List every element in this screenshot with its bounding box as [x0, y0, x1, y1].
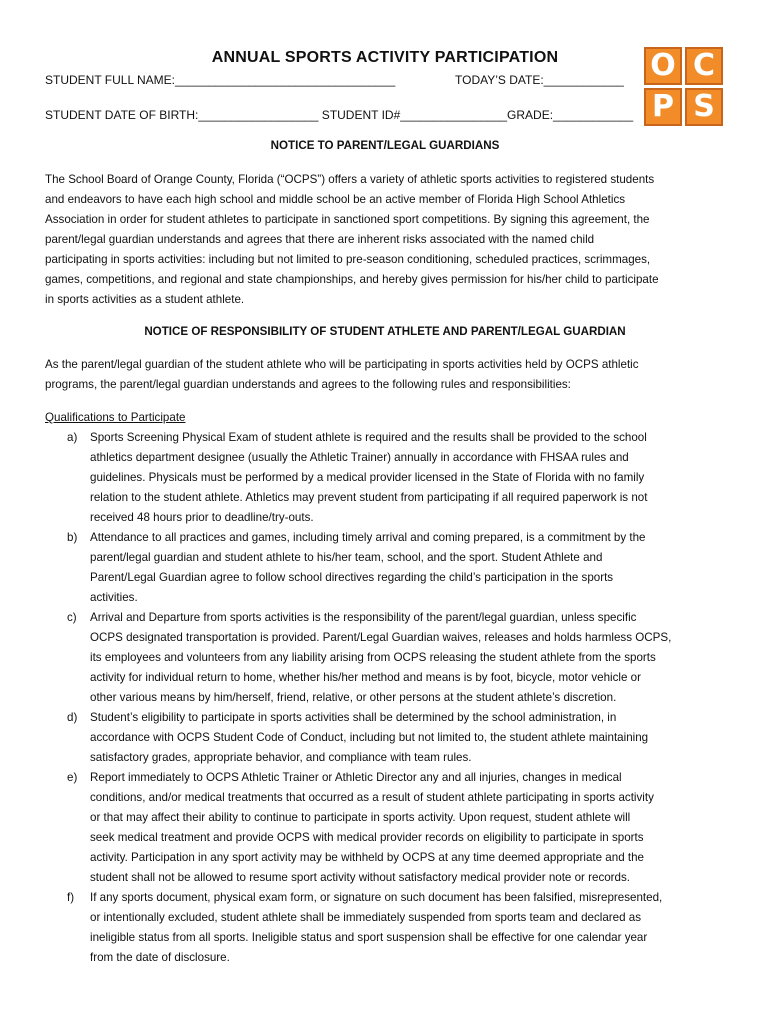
logo-letter-c: C [685, 47, 723, 85]
text-line: satisfactory grades, appropriate behavior, and compliance with team rules. [90, 751, 472, 764]
list-item-text [90, 428, 647, 528]
text-line: parent/legal guardian and student athlete to his/her team, school, and the sport. Student Athlete and [90, 551, 603, 564]
list-item-text [90, 608, 671, 708]
text-line: As the parent/legal guardian of the student athlete who will be participating in sports activities held by OCPS athletic [45, 358, 639, 371]
text-line: Sports Screening Physical Exam of student athlete is required and the results shall be provided to the school [90, 431, 647, 444]
text-line: games, competitions, and regional and state championships, and hereby gives permission for his/her child to participate [45, 273, 659, 286]
text-line: activities. [90, 591, 138, 604]
notice-paragraph [45, 170, 727, 310]
logo-letter-o: O [644, 47, 682, 85]
text-line: conditions, and/or medical treatments that occurred as a result of student athlete participating in sports activity [90, 791, 654, 804]
list-item-text [90, 528, 646, 608]
text-line: other various means by him/herself, friend, relative, or other persons at the student athlete’s discretion. [90, 691, 617, 704]
text-line: parent/legal guardian understands and agrees that there are inherent risks associated with the named child [45, 233, 595, 246]
responsibility-paragraph [45, 355, 727, 395]
text-line: activity for individual return to home, whether his/her method and means is by foot, bicycle, motor vehicle or [90, 671, 641, 684]
responsibility-heading: NOTICE OF RESPONSIBILITY OF STUDENT ATHLETE AND PARENT/LEGAL GUARDIAN [144, 325, 626, 338]
text-line: accordance with OCPS Student Code of Conduct, including but not limited to, the student athlete maintaining [90, 731, 649, 744]
text-line: The School Board of Orange County, Florida (“OCPS”) offers a variety of athletic sports activities to registered students [45, 173, 655, 186]
text-line: or that may affect their ability to continue to participate in sports activity. Upon request, student athlete will [90, 811, 631, 824]
list-item-text [90, 768, 654, 888]
text-line: If any sports document, physical exam form, or signature on such document has been falsified, misrepresented, [90, 891, 663, 904]
student-name-field[interactable]: STUDENT FULL NAME:_________________________________ [45, 73, 396, 87]
list-item-marker: b) [67, 531, 78, 544]
text-line: relation to the student athlete. Athletics may prevent student from participating if all required paperwork is not [90, 491, 648, 504]
text-line: programs, the parent/legal guardian understands and agrees to the following rules and responsibilities: [45, 378, 571, 391]
list-item-text [90, 888, 662, 968]
text-line: or intentionally excluded, student athlete shall be immediately suspended from sports team and declared as [90, 911, 642, 924]
text-line: guidelines. Physicals must be performed by a medical provider licensed in the State of Florida with no family [90, 471, 645, 484]
dob-id-grade-field[interactable]: STUDENT DATE OF BIRTH:__________________ STUDENT ID#________________GRADE:____________ [45, 108, 634, 122]
text-line: Association in order for student athletes to participate in sanctioned sport competitions. By signing this agreement, the [45, 213, 650, 226]
text-line: ineligible status from all sports. Ineligible status and sport suspension shall be effective for one calendar year [90, 931, 648, 944]
text-line: seek medical treatment and provide OCPS with medical provider records on eligibility to participate in sports [90, 831, 644, 844]
list-item-marker: f) [67, 891, 75, 904]
text-line: received 48 hours prior to deadline/try-outs. [90, 511, 314, 524]
list-item-marker: d) [67, 711, 78, 724]
text-line: Arrival and Departure from sports activities is the responsibility of the parent/legal guardian, unless specific [90, 611, 637, 624]
document-title: ANNUAL SPORTS ACTIVITY PARTICIPATION [211, 49, 559, 66]
text-line: its employees and volunteers from any liability arising from OCPS releasing the student athlete from the sports [90, 651, 656, 664]
text-line: student shall not be allowed to resume sport activity without satisfactory medical provider note or records. [90, 871, 631, 884]
text-line: and endeavors to have each high school and middle school be an active member of Florida High School Athletics [45, 193, 626, 206]
list-item-marker: a) [67, 431, 78, 444]
qualifications-title: Qualifications to Participate [45, 411, 186, 424]
text-line: in sports activities as a student athlete. [45, 293, 245, 306]
todays-date-field[interactable]: TODAY’S DATE:____________ [455, 73, 624, 87]
logo-letter-p: P [644, 88, 682, 126]
text-line: participating in sports activities: including but not limited to pre-season conditioning, scheduled practices, scrimmages, [45, 253, 651, 266]
text-line: athletics department designee (usually the Athletic Trainer) annually in accordance with FHSAA rules and [90, 451, 629, 464]
text-line: Student’s eligibility to participate in sports activities shall be determined by the school administration, in [90, 711, 617, 724]
text-line: Attendance to all practices and games, including timely arrival and coming prepared, is a commitment by the [90, 531, 646, 544]
text-line: Parent/Legal Guardian agree to follow school directives regarding the child’s participation in the sports [90, 571, 614, 584]
text-line: Report immediately to OCPS Athletic Trainer or Athletic Director any and all injuries, changes in medical [90, 771, 622, 784]
list-item-text [90, 708, 648, 768]
notice-heading: NOTICE TO PARENT/LEGAL GUARDIANS [270, 139, 500, 152]
text-line: activity. Participation in any sport activity may be withheld by OCPS at any time deemed appropriate and the [90, 851, 644, 864]
text-line: from the date of disclosure. [90, 951, 230, 964]
list-item-marker: c) [67, 611, 77, 624]
logo-letter-s: S [685, 88, 723, 126]
list-item-marker: e) [67, 771, 78, 784]
text-line: OCPS designated transportation is provided. Parent/Legal Guardian waives, releases and holds harmless OCPS, [90, 631, 672, 644]
